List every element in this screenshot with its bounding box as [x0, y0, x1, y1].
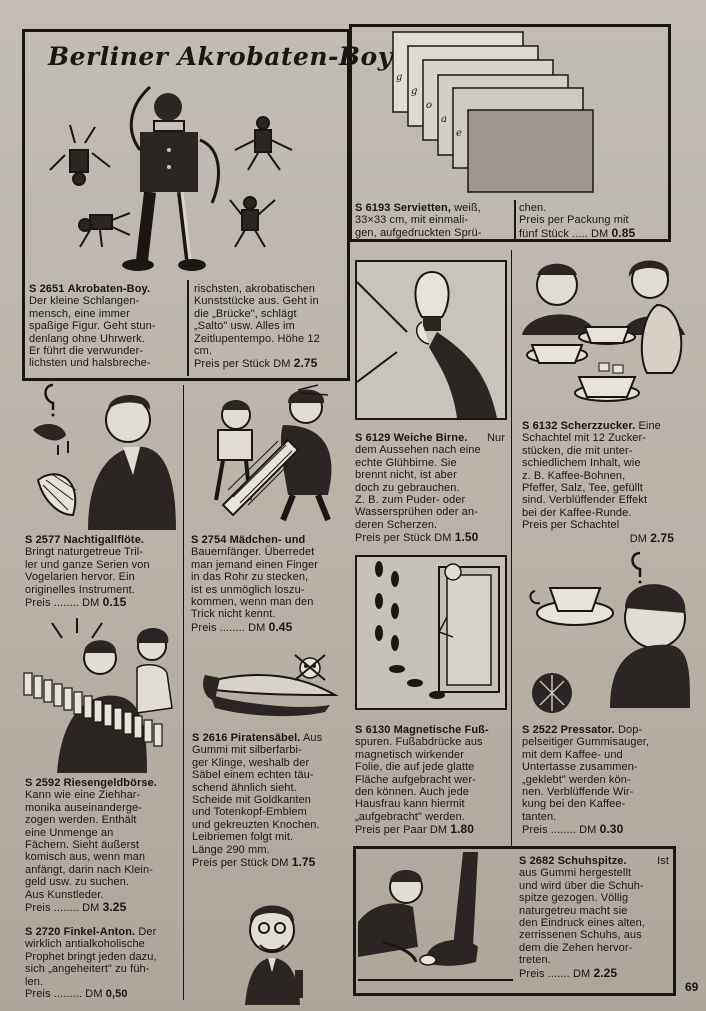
sabre-text: S 2616 Piratensäbel. Aus Gummi mit silberfarbi- ger Klinge, weshalb der Säbel einem echten täu- schend ähnlich sieht. Scheide mit Goldkanten und Totenkopf-Emblem und gekreuzten Knochen. Leibriemen folgt mit. Länge 290 mm. Preis per Stück DM 1.75	[192, 732, 344, 869]
finkel-illustration	[240, 900, 310, 1005]
sugar-heading: S 6132 Scherzzucker. Eine	[522, 420, 661, 432]
catcher-text: S 2754 Mädchen- und Bauernfänger. Überredet man jemand einen Finger in das Rohr zu stecken, ist es unmöglich loszu- kommen, wenn man den Trick nicht kennt. Preis ........ DM 0.45	[191, 534, 345, 634]
page-number: 69	[685, 980, 699, 994]
acrobat-price-line: Preis per Stück DM 2.75	[194, 356, 318, 371]
flute-price-line: Preis ........ DM 0.15	[25, 595, 127, 610]
napkins-text-left: S 6193 Servietten, weiß, 33×33 cm, mit einmali- gen, aufgedruckten Sprü-	[355, 202, 510, 239]
napkins-heading: S 6193 Servietten, weiß,	[355, 202, 481, 214]
pressator-heading: S 2522 Pressator. Dop-	[522, 724, 643, 736]
svg-text:g: g	[396, 72, 403, 83]
col-divider-2	[511, 250, 512, 846]
svg-text:a: a	[441, 114, 447, 125]
napkins-price-line: fünf Stück ..... DM 0.85	[519, 225, 636, 240]
bulb-illustration	[357, 262, 505, 418]
footprints-illustration	[357, 557, 505, 708]
flute-heading: S 2577 Nachtigallflöte.	[25, 534, 145, 546]
pressator-illustration	[530, 553, 690, 708]
bulb-text: S 6129 Weiche Birne. Nur dem Aussehen nach eine echte Glühbirne. Sie brennt nicht, ist aber doch zu gebrauchen. Z. B. zum Puder- oder Wassersprühen oder an- deren Scherzen. Preis per Stück DM 1.50	[355, 432, 505, 545]
catcher-illustration	[188, 385, 348, 525]
sabre-heading: S 2616 Piratensäbel. Aus	[192, 732, 323, 744]
shoe-heading: S 2682 Schuhspitze. Ist	[519, 855, 669, 867]
sugar-illustration	[517, 255, 697, 410]
purse-heading: S 2592 Riesengeldbörse.	[25, 777, 157, 789]
acrobat-illustration	[30, 75, 345, 280]
footprints-heading: S 6130 Magnetische Fuß-	[355, 724, 489, 736]
purse-price-line: Preis ........ DM 3.25	[25, 900, 127, 915]
flute-illustration	[28, 385, 178, 530]
finkel-text: S 2720 Finkel-Anton. Der wirklich antialkoholische Prophet bringt jeden dazu, sich „angeheitert" zu füh- len. Preis ......... DM 0,50	[25, 926, 178, 1000]
sabre-illustration	[200, 650, 340, 725]
footprints-price-line: Preis per Paar DM 1.80	[355, 822, 475, 837]
finkel-price-line: Preis ......... DM 0,50	[25, 988, 128, 1001]
napkins-divider	[514, 200, 516, 240]
svg-text:o: o	[426, 100, 433, 111]
finkel-heading: S 2720 Finkel-Anton. Der	[25, 926, 157, 938]
bulb-heading: S 6129 Weiche Birne. Nur	[355, 432, 505, 444]
pressator-price-line: Preis ........ DM 0.30	[522, 822, 624, 837]
footprints-text: S 6130 Magnetische Fuß- spuren. Fußabdrücke aus magnetisch wirkender Folie, die auf jede glatte Fläche aufgebracht wer- den können. Auch jede Hausfrau kann hiermit „aufgebracht" werden. Preis per Paar DM 1.80	[355, 724, 507, 837]
sugar-price-line: DM 2.75	[629, 530, 674, 545]
acrobat-text-right: rischsten, akrobatischen Kunststücke aus. Geht in die „Brücke", schlägt „Salto" usw. Alles im Zeitlupentempo. Höhe 12 cm. Preis per Stück DM 2.75	[194, 283, 346, 371]
napkins-text-right: chen. Preis per Packung mit fünf Stück ..... DM 0.85	[519, 202, 667, 240]
shoe-text: S 2682 Schuhspitze. Ist aus Gummi hergestellt und wird über die Schuh- spitze gezogen. Völlig naturgetreu macht sie den Eindruck eines alten, zerrissenen Schuhs, aus dem die Zehen hervor- treten. Preis ....... DM 2.25	[519, 855, 669, 980]
acrobat-text-left: S 2651 Akrobaten-Boy. Der kleine Schlangen- mensch, eine immer spaßige Figur. Geht stun- denlang ohne Uhrwerk. Er führt die verwunder- lichsten und halsbreche-	[29, 283, 183, 370]
svg-text:g: g	[411, 86, 418, 97]
col-divider-1	[183, 385, 184, 1000]
acrobat-title: Berliner Akrobaten-Boy	[48, 42, 393, 71]
sugar-text: S 6132 Scherzzucker. Eine Schachtel mit 12 Zucker- stücken, die mit unter- schiedlichem Inhalt, wie z. B. Kaffee-Bohnen, Pfeffer, Salz, Tee, gefüllt sind. Verblüffender Effekt bei der Kaffee-Runde. Preis per Schachtel DM 2.75	[522, 420, 674, 545]
shoe-price-line: Preis ....... DM 2.25	[519, 965, 618, 980]
purse-illustration	[22, 618, 177, 773]
svg-text:e: e	[456, 128, 462, 139]
sabre-price-line: Preis per Stück DM 1.75	[192, 855, 316, 870]
purse-text: S 2592 Riesengeldbörse. Kann wie eine Ziehhar- monika auseinanderge- zogen werden. Enthält eine Unmenge an Fächern. Sieht äußerst komisch aus, wenn man anfängt, darin nach Klein- geld usw. zu suchen. Aus Kunstleder. Preis ........ DM 3.25	[25, 777, 178, 914]
flute-text: S 2577 Nachtigallflöte. Bringt naturgetreue Tril- ler und ganze Serien von Vogelarien hervor. Ein originelles Instrument. Preis ........ DM 0.15	[25, 534, 177, 609]
shoe-illustration	[358, 852, 513, 992]
acrobat-divider	[187, 280, 189, 376]
catcher-heading: S 2754 Mädchen- und	[191, 534, 306, 546]
acrobat-heading: S 2651 Akrobaten-Boy.	[29, 283, 151, 295]
catcher-price-line: Preis ........ DM 0.45	[191, 619, 293, 634]
bulb-price-line: Preis per Stück DM 1.50	[355, 530, 479, 545]
pressator-text: S 2522 Pressator. Dop- pelseitiger Gummisauger, mit dem Kaffee- und Untertasse zusammen- „geklebt" werden kön- nen. Verblüffende Wir- kung bei den Kaffee- tanten. Preis ........ DM 0.30	[522, 724, 676, 837]
napkins-illustration	[388, 30, 598, 200]
